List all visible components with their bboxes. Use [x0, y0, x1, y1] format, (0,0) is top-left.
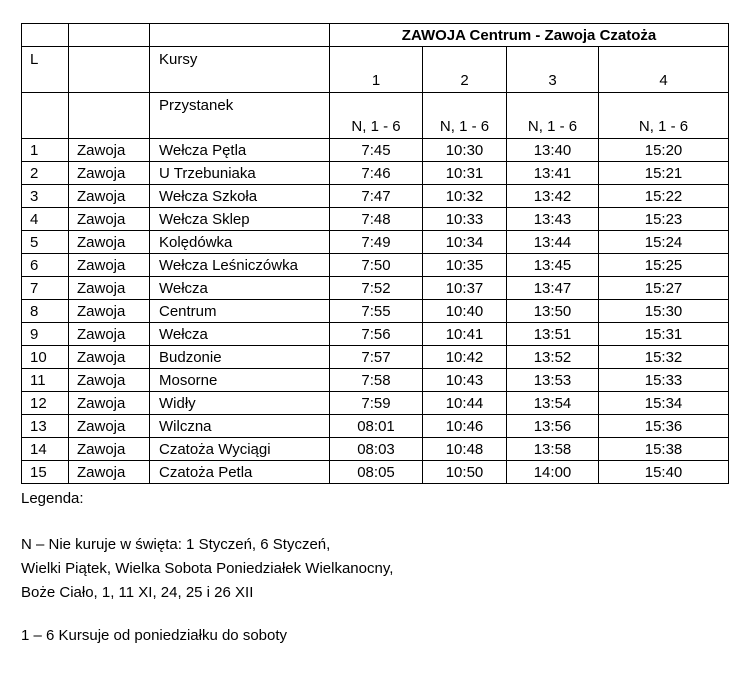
stop-name-cell: U Trzebuniaka: [150, 162, 330, 185]
departure-time-cell: 10:48: [423, 438, 507, 461]
departure-time-cell: 7:58: [330, 369, 423, 392]
stops-header-row: [22, 93, 729, 139]
departure-time-cell: 13:51: [507, 323, 599, 346]
departure-time-cell: 15:40: [599, 461, 729, 484]
departure-time-cell: 7:52: [330, 277, 423, 300]
course-number: 1: [371, 72, 381, 89]
departure-time-cell: 13:41: [507, 162, 599, 185]
departure-time-cell: 7:49: [330, 231, 423, 254]
departure-time-cell: 10:31: [423, 162, 507, 185]
row-number: 10: [22, 346, 69, 369]
town-cell: Zawoja: [69, 231, 150, 254]
legend-line-2: Wielki Piątek, Wielka Sobota Poniedziałek Wielkanocny,: [21, 560, 394, 577]
row-number: 11: [22, 369, 69, 392]
table-row: [22, 185, 729, 208]
legend-line-4: 1 – 6 Kursuje od poniedziałku do soboty: [21, 627, 288, 644]
departure-time-cell: 13:43: [507, 208, 599, 231]
stop-name-cell: Wełcza Pętla: [150, 139, 330, 162]
departure-time-cell: 13:54: [507, 392, 599, 415]
town-cell: Zawoja: [69, 254, 150, 277]
departure-time-cell: 7:45: [330, 139, 423, 162]
table-row: [22, 415, 729, 438]
departure-time-cell: 7:47: [330, 185, 423, 208]
przystanek-label: Przystanek: [159, 97, 234, 114]
departure-time-cell: 13:58: [507, 438, 599, 461]
departure-time-cell: 13:52: [507, 346, 599, 369]
stop-name-cell: Kolędówka: [150, 231, 330, 254]
table-row: [22, 139, 729, 162]
departure-time-cell: 15:22: [599, 185, 729, 208]
departure-time-cell: 13:53: [507, 369, 599, 392]
row-number: 12: [22, 392, 69, 415]
table-row: [22, 208, 729, 231]
departure-time-cell: 08:03: [330, 438, 423, 461]
departure-time-cell: 7:50: [330, 254, 423, 277]
row-number: 3: [22, 185, 69, 208]
departure-time-cell: 13:45: [507, 254, 599, 277]
departure-time-cell: 7:56: [330, 323, 423, 346]
row-number: 13: [22, 415, 69, 438]
departure-time-cell: 10:37: [423, 277, 507, 300]
stop-name-cell: Wełcza Sklep: [150, 208, 330, 231]
row-number: 6: [22, 254, 69, 277]
departure-time-cell: 15:36: [599, 415, 729, 438]
row-number: 5: [22, 231, 69, 254]
course-days: N, 1 - 6: [527, 118, 578, 135]
stop-name-cell: Wełcza: [150, 277, 330, 300]
stop-name-cell: Czatoża Petla: [150, 461, 330, 484]
courses-header-row: [22, 47, 729, 93]
town-cell: Zawoja: [69, 346, 150, 369]
departure-time-cell: 15:32: [599, 346, 729, 369]
departure-time-cell: 7:48: [330, 208, 423, 231]
row-number: 2: [22, 162, 69, 185]
departure-time-cell: 15:21: [599, 162, 729, 185]
row-number: 1: [22, 139, 69, 162]
departure-time-cell: 15:34: [599, 392, 729, 415]
stop-name-cell: Wilczna: [150, 415, 330, 438]
departure-time-cell: 10:46: [423, 415, 507, 438]
table-row: [22, 277, 729, 300]
table-row: [22, 346, 729, 369]
town-cell: Zawoja: [69, 300, 150, 323]
town-cell: Zawoja: [69, 277, 150, 300]
departure-time-cell: 10:32: [423, 185, 507, 208]
departure-time-cell: 15:24: [599, 231, 729, 254]
town-cell: Zawoja: [69, 461, 150, 484]
departure-time-cell: 10:30: [423, 139, 507, 162]
course-days: N, 1 - 6: [439, 118, 490, 135]
timetable: [21, 23, 729, 484]
town-cell: Zawoja: [69, 139, 150, 162]
table-row: [22, 323, 729, 346]
row-number: 7: [22, 277, 69, 300]
table-row: [22, 162, 729, 185]
departure-time-cell: 10:35: [423, 254, 507, 277]
table-row: [22, 369, 729, 392]
departure-time-cell: 10:50: [423, 461, 507, 484]
departure-time-cell: 10:41: [423, 323, 507, 346]
town-cell: Zawoja: [69, 392, 150, 415]
departure-time-cell: 10:34: [423, 231, 507, 254]
departure-time-cell: 10:44: [423, 392, 507, 415]
table-row: [22, 392, 729, 415]
stop-name-cell: Wełcza: [150, 323, 330, 346]
departure-time-cell: 08:05: [330, 461, 423, 484]
legend-line-1: N – Nie kuruje w święta: 1 Styczeń, 6 Styczeń,: [21, 536, 331, 553]
column-l-label: L: [30, 51, 39, 68]
stop-name-cell: Mosorne: [150, 369, 330, 392]
legend-heading: Legenda:: [21, 490, 84, 507]
departure-time-cell: 14:00: [507, 461, 599, 484]
course-number: 3: [548, 72, 557, 89]
row-number: 15: [22, 461, 69, 484]
departure-time-cell: 15:20: [599, 139, 729, 162]
course-days: N, 1 - 6: [638, 118, 689, 135]
departure-time-cell: 7:57: [330, 346, 423, 369]
row-number: 14: [22, 438, 69, 461]
stop-name-cell: Budzonie: [150, 346, 330, 369]
title-row: [22, 24, 729, 47]
stop-name-cell: Centrum: [150, 300, 330, 323]
departure-time-cell: 15:31: [599, 323, 729, 346]
town-cell: Zawoja: [69, 162, 150, 185]
stop-name-cell: Czatoża Wyciągi: [150, 438, 330, 461]
departure-time-cell: 7:55: [330, 300, 423, 323]
departure-time-cell: 15:30: [599, 300, 729, 323]
departure-time-cell: 15:23: [599, 208, 729, 231]
table-row: [22, 438, 729, 461]
town-cell: Zawoja: [69, 208, 150, 231]
town-cell: Zawoja: [69, 185, 150, 208]
departure-time-cell: 13:44: [507, 231, 599, 254]
departure-time-cell: 7:46: [330, 162, 423, 185]
course-number: 4: [659, 72, 668, 89]
table-row: [22, 231, 729, 254]
town-cell: Zawoja: [69, 415, 150, 438]
stop-name-cell: Widły: [150, 392, 330, 415]
course-number: 2: [460, 72, 469, 89]
departure-time-cell: 08:01: [330, 415, 423, 438]
departure-time-cell: 13:50: [507, 300, 599, 323]
row-number: 9: [22, 323, 69, 346]
departure-time-cell: 10:43: [423, 369, 507, 392]
departure-time-cell: 7:59: [330, 392, 423, 415]
table-row: [22, 254, 729, 277]
departure-time-cell: 15:25: [599, 254, 729, 277]
departure-time-cell: 15:27: [599, 277, 729, 300]
departure-time-cell: 13:42: [507, 185, 599, 208]
kursy-label: Kursy: [159, 51, 198, 68]
departure-time-cell: 15:33: [599, 369, 729, 392]
departure-time-cell: 10:42: [423, 346, 507, 369]
row-number: 8: [22, 300, 69, 323]
stop-name-cell: Wełcza Szkoła: [150, 185, 330, 208]
legend-line-3: Boże Ciało, 1, 11 XI, 24, 25 i 26 XII: [21, 584, 254, 601]
row-number: 4: [22, 208, 69, 231]
town-cell: Zawoja: [69, 323, 150, 346]
town-cell: Zawoja: [69, 438, 150, 461]
stop-name-cell: Wełcza Leśniczówka: [150, 254, 330, 277]
table-row: [22, 300, 729, 323]
route-title: ZAWOJA Centrum - Zawoja Czatoża: [330, 24, 729, 47]
departure-time-cell: 13:40: [507, 139, 599, 162]
town-cell: Zawoja: [69, 369, 150, 392]
table-row: [22, 461, 729, 484]
departure-time-cell: 13:56: [507, 415, 599, 438]
departure-time-cell: 15:38: [599, 438, 729, 461]
course-days: N, 1 - 6: [351, 118, 401, 135]
departure-time-cell: 10:40: [423, 300, 507, 323]
departure-time-cell: 13:47: [507, 277, 599, 300]
departure-time-cell: 10:33: [423, 208, 507, 231]
